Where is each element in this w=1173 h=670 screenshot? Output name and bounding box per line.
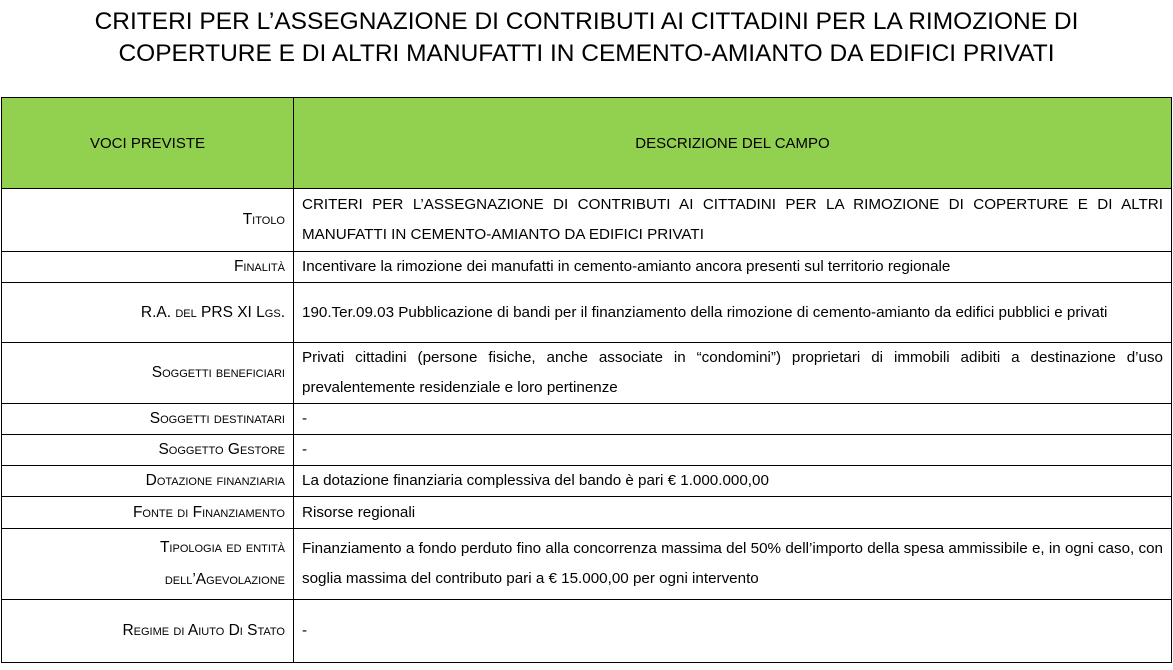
row-value-soggetti-destinatari: - <box>294 404 1172 435</box>
table-row-fonte-finanziamento <box>2 497 1172 529</box>
row-label-soggetti-destinatari: Soggetti destinatari <box>2 404 294 435</box>
table-header-row <box>2 98 1172 189</box>
table-row-titolo <box>2 189 1172 252</box>
document-title-line2: COPERTURE E DI ALTRI MANUFATTI IN CEMENTO-AMIANTO DA EDIFICI PRIVATI <box>118 40 1055 67</box>
row-label-titolo: Titolo <box>2 189 294 252</box>
document-title-line1: CRITERI PER L’ASSEGNAZIONE DI CONTRIBUTI AI CITTADINI PER LA RIMOZIONE DI <box>94 8 1079 35</box>
row-value-dotazione-finanziaria: La dotazione finanziaria complessiva del bando è pari € 1.000.000,00 <box>294 466 1172 497</box>
row-label-fonte-finanziamento: Fonte di Finanziamento <box>2 497 294 529</box>
table-row-tipologia-agevolazione <box>2 529 1172 600</box>
row-label-tipologia-line1: Tipologia ed entità <box>159 539 285 556</box>
criteria-table <box>1 97 1172 663</box>
row-label-ra-prs: R.A. del PRS XI Lgs. <box>2 283 294 343</box>
row-label-soggetti-beneficiari: Soggetti beneficiari <box>2 343 294 404</box>
table-row-soggetti-destinatari <box>2 404 1172 435</box>
row-label-tipologia-agevolazione <box>2 529 294 600</box>
header-voci-previste: VOCI PREVISTE <box>2 98 294 189</box>
table-row-ra-prs <box>2 283 1172 343</box>
table-row-soggetto-gestore <box>2 435 1172 466</box>
row-label-tipologia-line2: dell’Agevolazione <box>164 571 285 588</box>
row-value-tipologia-agevolazione: Finanziamento a fondo perduto fino alla concorrenza massima del 50% dell’importo della spesa ammissibile e, in ogni caso, con soglia massima del contributo pari a € 15.000,00 per ogni intervento <box>294 529 1172 600</box>
table-row-finalita <box>2 252 1172 283</box>
table-row-soggetti-beneficiari <box>2 343 1172 404</box>
row-label-finalita: Finalità <box>2 252 294 283</box>
row-value-regime-aiuto: - <box>294 600 1172 663</box>
row-label-soggetto-gestore: Soggetto Gestore <box>2 435 294 466</box>
document-title <box>0 6 1173 70</box>
row-label-dotazione-finanziaria: Dotazione finanziaria <box>2 466 294 497</box>
table-row-regime-aiuto <box>2 600 1172 663</box>
header-descrizione-campo: DESCRIZIONE DEL CAMPO <box>294 98 1172 189</box>
row-label-regime-aiuto: Regime di Aiuto Di Stato <box>2 600 294 663</box>
table-row-dotazione-finanziaria <box>2 466 1172 497</box>
row-value-ra-prs: 190.Ter.09.03 Pubblicazione di bandi per il finanziamento della rimozione di cemento-amianto da edifici pubblici e privati <box>294 283 1172 343</box>
row-value-titolo: CRITERI PER L’ASSEGNAZIONE DI CONTRIBUTI AI CITTADINI PER LA RIMOZIONE DI COPERTURE E DI ALTRI MANUFATTI IN CEMENTO-AMIANTO DA EDIFICI PRIVATI <box>294 189 1172 252</box>
row-value-fonte-finanziamento: Risorse regionali <box>294 497 1172 529</box>
row-value-finalita: Incentivare la rimozione dei manufatti in cemento-amianto ancora presenti sul territorio regionale <box>294 252 1172 283</box>
row-value-soggetto-gestore: - <box>294 435 1172 466</box>
row-value-soggetti-beneficiari: Privati cittadini (persone fisiche, anche associate in “condomini”) proprietari di immobili adibiti a destinazione d’uso prevalentemente residenziale e loro pertinenze <box>294 343 1172 404</box>
